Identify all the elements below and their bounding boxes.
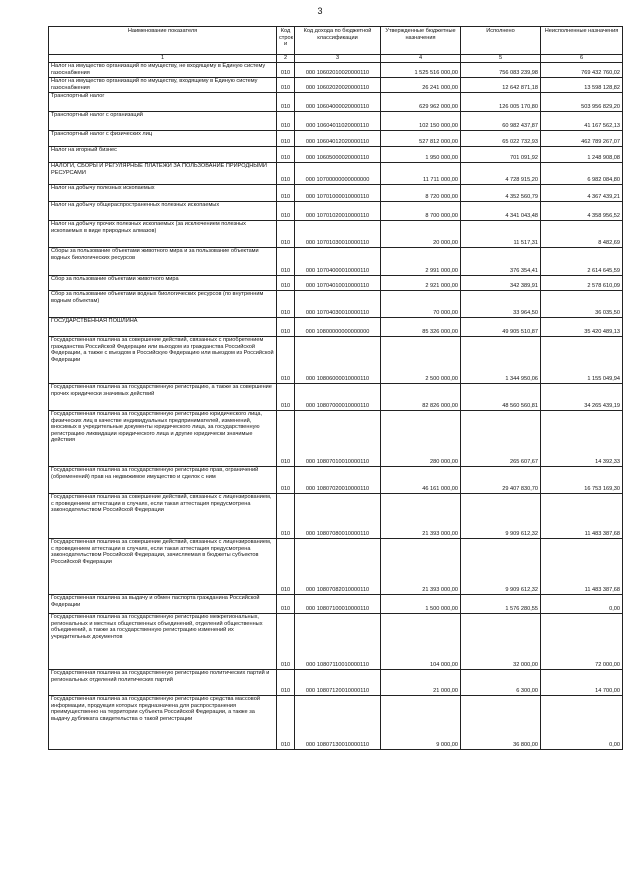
executed-amount: 701 091,92 [461, 147, 541, 163]
unfulfilled-amount: 34 265 439,19 [541, 384, 623, 411]
budget-code: 000 10807110010000110 [295, 614, 381, 670]
budget-code: 000 10602010020000110 [295, 63, 381, 78]
table-row [49, 384, 623, 411]
indicator-name: Государственная пошлина за выдачу и обмен паспорта гражданина Российской Федерации [49, 595, 277, 614]
line-code: 010 [277, 696, 295, 750]
indicator-name: Транспортный налог с организаций [49, 112, 277, 131]
table-row [49, 93, 623, 112]
budget-execution-table [48, 26, 623, 750]
table-row [49, 147, 623, 163]
line-code: 010 [277, 494, 295, 539]
indicator-name: Сборы за пользование объектами животного мира и за пользование объектами водных биологических ресурсов [49, 248, 277, 276]
table-row [49, 291, 623, 318]
unfulfilled-amount: 72 000,00 [541, 614, 623, 670]
table-row [49, 411, 623, 467]
line-code: 010 [277, 185, 295, 202]
approved-amount: 82 826 000,00 [381, 384, 461, 411]
unfulfilled-amount: 1 155 049,94 [541, 337, 623, 384]
executed-amount: 48 560 560,81 [461, 384, 541, 411]
budget-code: 000 10807100010000110 [295, 595, 381, 614]
indicator-name: Сбор за пользование объектами животного мира [49, 276, 277, 291]
line-code: 010 [277, 131, 295, 147]
line-code: 010 [277, 63, 295, 78]
table-row [49, 595, 623, 614]
column-number: 4 [381, 55, 461, 63]
table-row [49, 670, 623, 696]
executed-amount: 49 905 510,87 [461, 318, 541, 337]
indicator-name: Налог на добычу прочих полезных ископаемых (за исключением полезных ископаемых в виде природных алмазов) [49, 221, 277, 248]
line-code: 010 [277, 221, 295, 248]
column-number: 5 [461, 55, 541, 63]
executed-amount: 32 000,00 [461, 614, 541, 670]
table-row [49, 276, 623, 291]
approved-amount: 8 700 000,00 [381, 202, 461, 221]
table-row [49, 248, 623, 276]
approved-amount: 2 500 000,00 [381, 337, 461, 384]
line-code: 010 [277, 411, 295, 467]
budget-code: 000 10602020020000110 [295, 78, 381, 93]
header-executed: Исполнено [461, 27, 541, 55]
line-code: 010 [277, 248, 295, 276]
budget-code: 000 10704030010000110 [295, 291, 381, 318]
executed-amount: 11 517,31 [461, 221, 541, 248]
budget-code: 000 10604012020000110 [295, 131, 381, 147]
line-code: 010 [277, 670, 295, 696]
indicator-name: Государственная пошлина за государственную регистрацию средства массовой информации, продукция которых предназначена для распространения преимущественно на территории субъекта Российской Федерации, а также за выдачу дубликата свидетельства о такой регистрации [49, 696, 277, 750]
unfulfilled-amount: 14 392,33 [541, 411, 623, 467]
executed-amount: 1 576 280,55 [461, 595, 541, 614]
indicator-name: Транспортный налог с физических лиц [49, 131, 277, 147]
budget-code: 000 10807082010000110 [295, 539, 381, 595]
unfulfilled-amount: 0,00 [541, 696, 623, 750]
approved-amount: 8 720 000,00 [381, 185, 461, 202]
indicator-name: Транспортный налог [49, 93, 277, 112]
budget-code: 000 10807010010000110 [295, 411, 381, 467]
budget-code: 000 10806000010000110 [295, 337, 381, 384]
unfulfilled-amount: 1 248 908,08 [541, 147, 623, 163]
indicator-name: Государственная пошлина за государственную регистрацию юридического лица, физических лиц в качестве индивидуальных предпринимателей, изменений, вносимых в учредительные документы юридического лица, за государственную регистрацию ликвидации юридического лица и другие юридически значимые действия [49, 411, 277, 467]
header-unfulfilled: Неисполненные назначения [541, 27, 623, 55]
unfulfilled-amount: 0,00 [541, 595, 623, 614]
table-row [49, 494, 623, 539]
budget-code: 000 10701000010000110 [295, 185, 381, 202]
executed-amount: 12 642 871,18 [461, 78, 541, 93]
budget-code: 000 10604000020000110 [295, 93, 381, 112]
unfulfilled-amount: 35 420 489,13 [541, 318, 623, 337]
unfulfilled-amount: 4 367 439,21 [541, 185, 623, 202]
approved-amount: 2 921 000,00 [381, 276, 461, 291]
header-row [49, 27, 623, 55]
indicator-name: Государственная пошлина за государственную регистрацию межрегиональных, региональных и местных общественных объединений, отделений общественных объединений, а также за государственную регистрацию изменений их учредительных документов [49, 614, 277, 670]
line-code: 010 [277, 291, 295, 318]
column-number: 6 [541, 55, 623, 63]
table-row [49, 337, 623, 384]
unfulfilled-amount: 462 789 267,07 [541, 131, 623, 147]
executed-amount: 9 909 612,32 [461, 539, 541, 595]
executed-amount: 4 341 043,48 [461, 202, 541, 221]
approved-amount: 1 525 516 000,00 [381, 63, 461, 78]
header-budget-classification: Код дохода по бюджетной классификации [295, 27, 381, 55]
budget-code: 000 10604011020000110 [295, 112, 381, 131]
column-number: 3 [295, 55, 381, 63]
executed-amount: 36 800,00 [461, 696, 541, 750]
table-row [49, 185, 623, 202]
executed-amount: 29 407 830,70 [461, 467, 541, 494]
unfulfilled-amount: 503 956 829,20 [541, 93, 623, 112]
approved-amount: 26 241 000,00 [381, 78, 461, 93]
approved-amount: 104 000,00 [381, 614, 461, 670]
budget-code: 000 10807020010000110 [295, 467, 381, 494]
unfulfilled-amount: 2 578 610,09 [541, 276, 623, 291]
budget-code: 000 10807120010000110 [295, 670, 381, 696]
table-row [49, 614, 623, 670]
table-row [49, 696, 623, 750]
budget-code: 000 10807130010000110 [295, 696, 381, 750]
table-row [49, 78, 623, 93]
executed-amount: 126 005 170,80 [461, 93, 541, 112]
indicator-name: Налог на добычу полезных ископаемых [49, 185, 277, 202]
approved-amount: 527 812 000,00 [381, 131, 461, 147]
line-code: 010 [277, 163, 295, 185]
indicator-name: Государственная пошлина за совершение действий, связанных с приобретением гражданства Российской Федерации или выходом из гражданства Российской Федерации, а также с въездом в Российскую Федерацию или выездом из Российской Федерации [49, 337, 277, 384]
unfulfilled-amount: 36 035,50 [541, 291, 623, 318]
budget-code: 000 10807080010000110 [295, 494, 381, 539]
indicator-name: ГОСУДАРСТВЕННАЯ ПОШЛИНА [49, 318, 277, 337]
line-code: 010 [277, 539, 295, 595]
header-approved: Утвержденные бюджетные назначения [381, 27, 461, 55]
approved-amount: 46 161 000,00 [381, 467, 461, 494]
approved-amount: 11 711 000,00 [381, 163, 461, 185]
indicator-name: Налог на игорный бизнес [49, 147, 277, 163]
approved-amount: 629 962 000,00 [381, 93, 461, 112]
table-row [49, 112, 623, 131]
unfulfilled-amount: 11 483 387,68 [541, 494, 623, 539]
indicator-name: Государственная пошлина за государственную регистрацию политических партий и региональных отделений политических партий [49, 670, 277, 696]
line-code: 010 [277, 112, 295, 131]
header-indicator-name: Наименование показателя [49, 27, 277, 55]
table-row [49, 63, 623, 78]
line-code: 010 [277, 147, 295, 163]
executed-amount: 756 083 239,98 [461, 63, 541, 78]
indicator-name: Государственная пошлина за совершение действий, связанных с лицензированием, с проведением аттестации в случаях, если такая аттестация предусмотрена законодательством Российской Федерации, зачисляемая в бюджеты субъектов Российской Федерации [49, 539, 277, 595]
unfulfilled-amount: 16 753 169,30 [541, 467, 623, 494]
executed-amount: 1 344 950,06 [461, 337, 541, 384]
budget-code: 000 10704010010000110 [295, 276, 381, 291]
table-row [49, 202, 623, 221]
executed-amount: 342 389,91 [461, 276, 541, 291]
page-number: 3 [317, 6, 323, 16]
line-code: 010 [277, 318, 295, 337]
approved-amount: 21 393 000,00 [381, 494, 461, 539]
unfulfilled-amount: 6 982 084,80 [541, 163, 623, 185]
unfulfilled-amount: 11 483 387,68 [541, 539, 623, 595]
indicator-name: Налог на добычу общераспространенных полезных ископаемых [49, 202, 277, 221]
line-code: 010 [277, 93, 295, 112]
approved-amount: 1 950 000,00 [381, 147, 461, 163]
approved-amount: 102 150 000,00 [381, 112, 461, 131]
line-code: 010 [277, 467, 295, 494]
approved-amount: 9 000,00 [381, 696, 461, 750]
approved-amount: 1 500 000,00 [381, 595, 461, 614]
executed-amount: 4 728 915,20 [461, 163, 541, 185]
approved-amount: 70 000,00 [381, 291, 461, 318]
approved-amount: 85 326 000,00 [381, 318, 461, 337]
column-number: 2 [277, 55, 295, 63]
approved-amount: 2 991 000,00 [381, 248, 461, 276]
indicator-name: Налог на имущество организаций по имуществу, не входящему в Единую систему газоснабжения [49, 63, 277, 78]
executed-amount: 265 607,67 [461, 411, 541, 467]
executed-amount: 60 982 437,87 [461, 112, 541, 131]
approved-amount: 20 000,00 [381, 221, 461, 248]
line-code: 010 [277, 337, 295, 384]
line-code: 010 [277, 202, 295, 221]
indicator-name: Государственная пошлина за государственную регистрацию прав, ограничений (обременений) прав на недвижимое имущество и сделок с ним [49, 467, 277, 494]
approved-amount: 21 000,00 [381, 670, 461, 696]
unfulfilled-amount: 2 614 645,59 [541, 248, 623, 276]
approved-amount: 21 393 000,00 [381, 539, 461, 595]
unfulfilled-amount: 13 598 128,82 [541, 78, 623, 93]
budget-code: 000 10701030010000110 [295, 221, 381, 248]
line-code: 010 [277, 78, 295, 93]
executed-amount: 4 352 560,79 [461, 185, 541, 202]
indicator-name: Государственная пошлина за государственную регистрацию, а также за совершение прочих юридически значимых действий [49, 384, 277, 411]
table-row [49, 539, 623, 595]
indicator-name: Государственная пошлина за совершение действий, связанных с лицензированием, с проведением аттестации в случаях, если такая аттестация предусмотрена законодательством Российской Федерации [49, 494, 277, 539]
table-row [49, 221, 623, 248]
unfulfilled-amount: 4 358 956,52 [541, 202, 623, 221]
indicator-name: Налог на имущество организаций по имуществу, входящему в Единую систему газоснабжения [49, 78, 277, 93]
table-row [49, 467, 623, 494]
unfulfilled-amount: 8 482,69 [541, 221, 623, 248]
unfulfilled-amount: 769 432 760,02 [541, 63, 623, 78]
budget-code: 000 10701020010000110 [295, 202, 381, 221]
line-code: 010 [277, 384, 295, 411]
indicator-name: НАЛОГИ, СБОРЫ И РЕГУЛЯРНЫЕ ПЛАТЕЖИ ЗА ПОЛЬЗОВАНИЕ ПРИРОДНЫМИ РЕСУРСАМИ [49, 163, 277, 185]
executed-amount: 65 022 732,93 [461, 131, 541, 147]
indicator-name: Сбор за пользование объектами водных биологических ресурсов (по внутренним водным объектам) [49, 291, 277, 318]
budget-code: 000 10800000000000000 [295, 318, 381, 337]
table-row [49, 163, 623, 185]
budget-code: 000 10700000000000000 [295, 163, 381, 185]
budget-code: 000 10704000010000110 [295, 248, 381, 276]
line-code: 010 [277, 276, 295, 291]
executed-amount: 33 964,50 [461, 291, 541, 318]
executed-amount: 9 909 612,32 [461, 494, 541, 539]
executed-amount: 376 354,41 [461, 248, 541, 276]
header-line-code: Код строк и [277, 27, 295, 55]
unfulfilled-amount: 41 167 562,13 [541, 112, 623, 131]
unfulfilled-amount: 14 700,00 [541, 670, 623, 696]
column-number-row [49, 55, 623, 63]
line-code: 010 [277, 614, 295, 670]
approved-amount: 280 000,00 [381, 411, 461, 467]
budget-code: 000 10605000020000110 [295, 147, 381, 163]
executed-amount: 6 300,00 [461, 670, 541, 696]
table-row [49, 131, 623, 147]
budget-code: 000 10807000010000110 [295, 384, 381, 411]
line-code: 010 [277, 595, 295, 614]
table-row [49, 318, 623, 337]
column-number: 1 [49, 55, 277, 63]
